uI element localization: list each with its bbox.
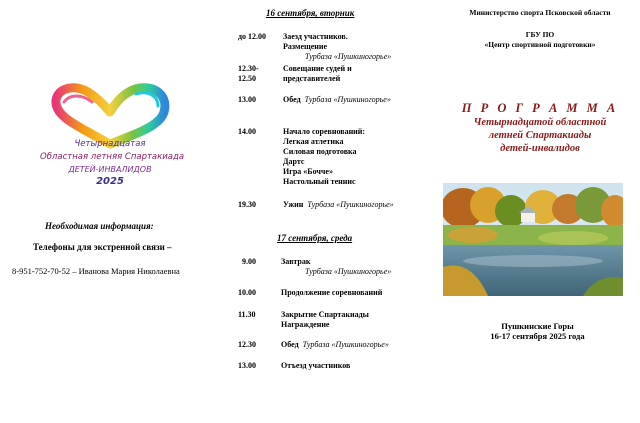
day1-venue-2: Турбаза «Пушкиногорье»: [304, 95, 391, 104]
day2-text-3: Обед: [281, 340, 299, 349]
ministry-name: Министерство спорта Псковской области: [469, 8, 611, 17]
day1-venue-4: Турбаза «Пушкиногорье»: [307, 200, 394, 209]
program-sub-1: Четырнадцатой областной: [473, 117, 607, 128]
emergency-contact: 8-951-752-70-52 – Иванова Мария Николаевна: [12, 266, 180, 276]
day2-time-3: 12.30: [238, 340, 256, 349]
day2-venue-0: Турбаза «Пушкиногорье»: [305, 267, 392, 276]
day1-text-0: Заезд участников. Размещение: [283, 32, 348, 51]
day2-time-1: 10.00: [238, 288, 256, 297]
day1-time-3: 14.00: [238, 127, 256, 136]
day1-title: 16 сентября, вторник: [266, 8, 355, 18]
spartakiad-logo: [40, 82, 185, 202]
day1-text-2: Обед: [283, 95, 301, 104]
info-heading: Необходимая информация:: [45, 221, 154, 231]
program-sub-2: летней Спартакиады: [488, 130, 592, 141]
day2-text-1: Продолжение соревнований: [281, 288, 383, 297]
org-line-2: «Центр спортивной подготовки»: [484, 40, 596, 49]
event-location: [455, 321, 620, 341]
day2-text-2: Закрытие Спартакиады Награждение: [281, 310, 369, 329]
day1-venue-0: Турбаза «Пушкиногорье»: [305, 52, 392, 61]
day2-time-2: 11.30: [238, 310, 256, 319]
program-sub-3: детей-инвалидов: [500, 143, 580, 154]
emergency-phones-label: Телефоны для экстренной связи –: [33, 242, 172, 252]
program-subtitle: [445, 116, 635, 155]
organization: [455, 30, 625, 50]
day1-text-1: Совещание судей и представителей: [283, 64, 352, 83]
logo-line-1: Четырнадцатая: [74, 139, 146, 149]
day2-time-4: 13.00: [238, 361, 256, 370]
program-title: П Р О Г Р А М М А: [461, 101, 619, 115]
day1-text-3: Начало соревнований: Легкая атлетика Силовая подготовка Дартс Игра «Бочче» Настольный теннис: [283, 127, 366, 186]
day1-time-4: 19.30: [238, 200, 256, 209]
event-dates: 16-17 сентября 2025 года: [490, 331, 585, 341]
logo-year: 2025: [96, 176, 124, 187]
day2-title: 17 сентября, среда: [277, 233, 353, 243]
org-line-1: ГБУ ПО: [525, 30, 555, 39]
day1-time-1: 12.30- 12.50: [238, 64, 259, 83]
landscape-photo: [443, 183, 623, 296]
day2-venue-3: Турбаза «Пушкиногорье»: [302, 340, 389, 349]
day2-text-4: Отъезд участников: [281, 361, 351, 370]
day1-time-2: 13.00: [238, 95, 256, 104]
day1-time-0: до 12.00: [238, 32, 267, 41]
day1-text-4: Ужин: [283, 200, 304, 209]
day2-text-0: Завтрак: [281, 257, 311, 266]
day2-time-0: 9.00: [242, 257, 256, 266]
left-panel: [0, 0, 215, 423]
logo-line-3: ДЕТЕЙ-ИНВАЛИДОВ: [68, 165, 152, 174]
place-name: Пушкинские Горы: [501, 321, 574, 331]
logo-line-2: Областная летняя Спартакиада: [40, 152, 185, 162]
